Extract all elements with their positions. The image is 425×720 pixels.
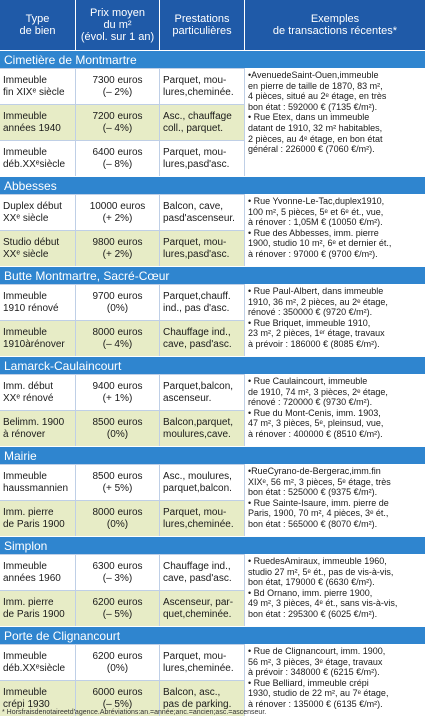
cell-price: 6400 euros (– 8%): [76, 141, 160, 176]
section-rows: [0, 374, 425, 446]
table-header: [0, 0, 425, 50]
table-row: [0, 68, 245, 104]
section-rows-left: [0, 464, 245, 536]
table-row: [0, 374, 245, 410]
cell-price: 8000 euros (– 4%): [76, 321, 160, 356]
cell-type: Immeuble 1910 rénové: [0, 285, 76, 320]
cell-price: 6200 euros (– 5%): [76, 591, 160, 626]
header-price: Prix moyen du m² (évol. sur 1 an): [76, 0, 160, 50]
table-row: [0, 140, 245, 176]
cell-price: 7300 euros (– 2%): [76, 69, 160, 104]
cell-price: 8500 euros (+ 5%): [76, 465, 160, 500]
section-title: Simplon: [0, 536, 425, 554]
cell-prestations: Ascenseur, par- quet,cheminée.: [160, 591, 245, 626]
section-rows-left: [0, 644, 245, 716]
table-body: [0, 50, 425, 716]
cell-examples: • Rue Yvonne-Le-Tac,duplex1910, 100 m², 5 pièces, 5ᵉ et 6ᵉ ét., vue, à rénover : 1,05M € (10050 €/m²). • Rue des Abbesses, imm. pierre 1900, studio 10 m², 6ᵉ et dernier ét., à rénover : 97000 € (9700 €/m²).: [245, 194, 425, 266]
cell-type: Immeuble déb.XXᵉsiècle: [0, 645, 76, 680]
footnote: * Horsfraisdenotaireetd'agence.Abréviations:an.=année;anc.=ancien;asc.=ascenseur.: [2, 709, 267, 716]
cell-examples: •AvenuedeSaint-Ouen,immeuble en pierre de taille de 1870, 83 m², 4 pièces, situé au 2ᵉ étage, en très bon état : 592000 € (7135 €/m²). • Rue Etex, dans un immeuble datant de 1910, 32 m² habitables, 2 pièces, au 4ᵉ étage, en bon état général : 226000 € (7060 €/m²).: [245, 68, 425, 176]
cell-type: Studio début XXᵉ siècle: [0, 231, 76, 266]
header-type: Type de bien: [0, 0, 76, 50]
header-examples: Exemples de transactions récentes*: [272, 13, 398, 37]
section-title: Cimetière de Montmartre: [0, 50, 425, 68]
section-rows-left: [0, 374, 245, 446]
cell-prestations: Parquet,balcon, ascenseur.: [160, 375, 245, 410]
cell-price: 9700 euros (0%): [76, 285, 160, 320]
table-row: [0, 554, 245, 590]
section-rows-left: [0, 194, 245, 266]
section-title: Abbesses: [0, 176, 425, 194]
cell-examples: • Rue Paul-Albert, dans immeuble 1910, 36 m², 2 pièces, au 2ᵉ étage, rénové : 350000 € (9720 €/m²). • Rue Briquet, immeuble 1910, 23 m², 2 pièces, 1ᵉʳ étage, travaux à prévoir : 186000 € (8085 €/m²).: [245, 284, 425, 356]
section-rows: [0, 644, 425, 716]
section-rows: [0, 194, 425, 266]
cell-price: 7200 euros (– 4%): [76, 105, 160, 140]
section-title: Mairie: [0, 446, 425, 464]
section-rows: [0, 284, 425, 356]
table-row: [0, 194, 245, 230]
table-row: [0, 284, 245, 320]
cell-type: Imm. pierre de Paris 1900: [0, 591, 76, 626]
cell-price: 10000 euros (+ 2%): [76, 195, 160, 230]
cell-prestations: Balcon,parquet, moulures,cave.: [160, 411, 245, 446]
cell-prestations: Chauffage ind., cave, pasd'asc.: [160, 321, 245, 356]
cell-price: 6300 euros (– 3%): [76, 555, 160, 590]
cell-type: Imm. début XXᵉ rénové: [0, 375, 76, 410]
cell-prestations: Balcon, asc., pas de parking.: [160, 681, 245, 716]
cell-type: Duplex début XXᵉ siècle: [0, 195, 76, 230]
cell-prestations: Parquet,chauff. ind., pas d'asc.: [160, 285, 245, 320]
section-rows: [0, 464, 425, 536]
header-prestations: Prestations particulières: [160, 0, 245, 50]
section-title: Lamarck-Caulaincourt: [0, 356, 425, 374]
table-row: [0, 464, 245, 500]
cell-price: 6000 euros (– 5%): [76, 681, 160, 716]
section-rows-left: [0, 554, 245, 626]
section-rows: [0, 68, 425, 176]
cell-prestations: Asc., chauffage coll., parquet.: [160, 105, 245, 140]
cell-prestations: Parquet, mou- lures,pasd'asc.: [160, 141, 245, 176]
section-title: Butte Montmartre, Sacré-Cœur: [0, 266, 425, 284]
table-row: [0, 230, 245, 266]
cell-type: Belimm. 1900 à rénover: [0, 411, 76, 446]
table-row: [0, 410, 245, 446]
cell-examples: • RuedesAmiraux, immeuble 1960, studio 27 m², 5ᵉ ét., pas de vis-à-vis, bon état, 179000 € (6630 €/m²). • Bd Ornano, imm. pierre 1900, 49 m², 3 pièces, 4ᵉ ét., sans vis-à-vis, bon état : 295300 € (6025 €/m²).: [245, 554, 425, 626]
cell-type: Immeuble haussmannien: [0, 465, 76, 500]
cell-price: 9400 euros (+ 1%): [76, 375, 160, 410]
cell-type: Immeuble années 1960: [0, 555, 76, 590]
table-row: [0, 104, 245, 140]
table-row: [0, 644, 245, 680]
cell-type: Immeuble années 1940: [0, 105, 76, 140]
cell-type: Immeuble 1910àrénover: [0, 321, 76, 356]
section-rows-left: [0, 68, 245, 176]
cell-prestations: Parquet, mou- lures,cheminée.: [160, 69, 245, 104]
table-row: [0, 320, 245, 356]
section-rows: [0, 554, 425, 626]
cell-examples: • Rue de Clignancourt, imm. 1900, 56 m², 3 pièces, 3ᵉ étage, travaux à prévoir : 348000 € (6215 €/m²). • Rue Belliard, immeuble crépi 1930, studio de 22 m², au 7ᵉ étage, à rénover : 135000 € (6135 €/m²).: [245, 644, 425, 716]
cell-prestations: Asc., moulures, parquet,balcon.: [160, 465, 245, 500]
cell-price: 8500 euros (0%): [76, 411, 160, 446]
cell-type: Immeuble crépi 1930: [0, 681, 76, 716]
cell-examples: •RueCyrano-de-Bergerac,imm.fin XIXᵉ, 56 m², 3 pièces, 5ᵉ étage, très bon état : 525000 € (9375 €/m²). • Rue Sainte-Isaure, imm. pierre de Paris, 1900, 70 m², 4 pièces, 3ᵉ ét., bon état : 565000 € (8070 €/m²).: [245, 464, 425, 536]
section-rows-left: [0, 284, 245, 356]
cell-type: Imm. pierre de Paris 1900: [0, 501, 76, 536]
cell-prestations: Balcon, cave, pasd'ascenseur.: [160, 195, 245, 230]
cell-price: 8000 euros (0%): [76, 501, 160, 536]
cell-price: 6200 euros (0%): [76, 645, 160, 680]
cell-prestations: Parquet, mou- lures,cheminée.: [160, 645, 245, 680]
cell-type: Immeuble fin XIXᵉ siècle: [0, 69, 76, 104]
cell-type: Immeuble déb.XXᵉsiècle: [0, 141, 76, 176]
cell-examples: • Rue Caulaincourt, immeuble de 1910, 74 m², 3 pièces, 2ᵉ étage, rénové : 720000 € (9730 €/m²). • Rue du Mont-Cenis, imm. 1903, 47 m², 3 pièces, 5ᵉ, pleinsud, vue, à rénover : 400000 € (8510 €/m²).: [245, 374, 425, 446]
cell-prestations: Parquet, mou- lures,pasd'asc.: [160, 231, 245, 266]
table-row: [0, 500, 245, 536]
cell-prestations: Parquet, mou- lures,cheminée.: [160, 501, 245, 536]
section-title: Porte de Clignancourt: [0, 626, 425, 644]
cell-prestations: Chauffage ind., cave, pasd'asc.: [160, 555, 245, 590]
table-row: [0, 590, 245, 626]
cell-price: 9800 euros (+ 2%): [76, 231, 160, 266]
